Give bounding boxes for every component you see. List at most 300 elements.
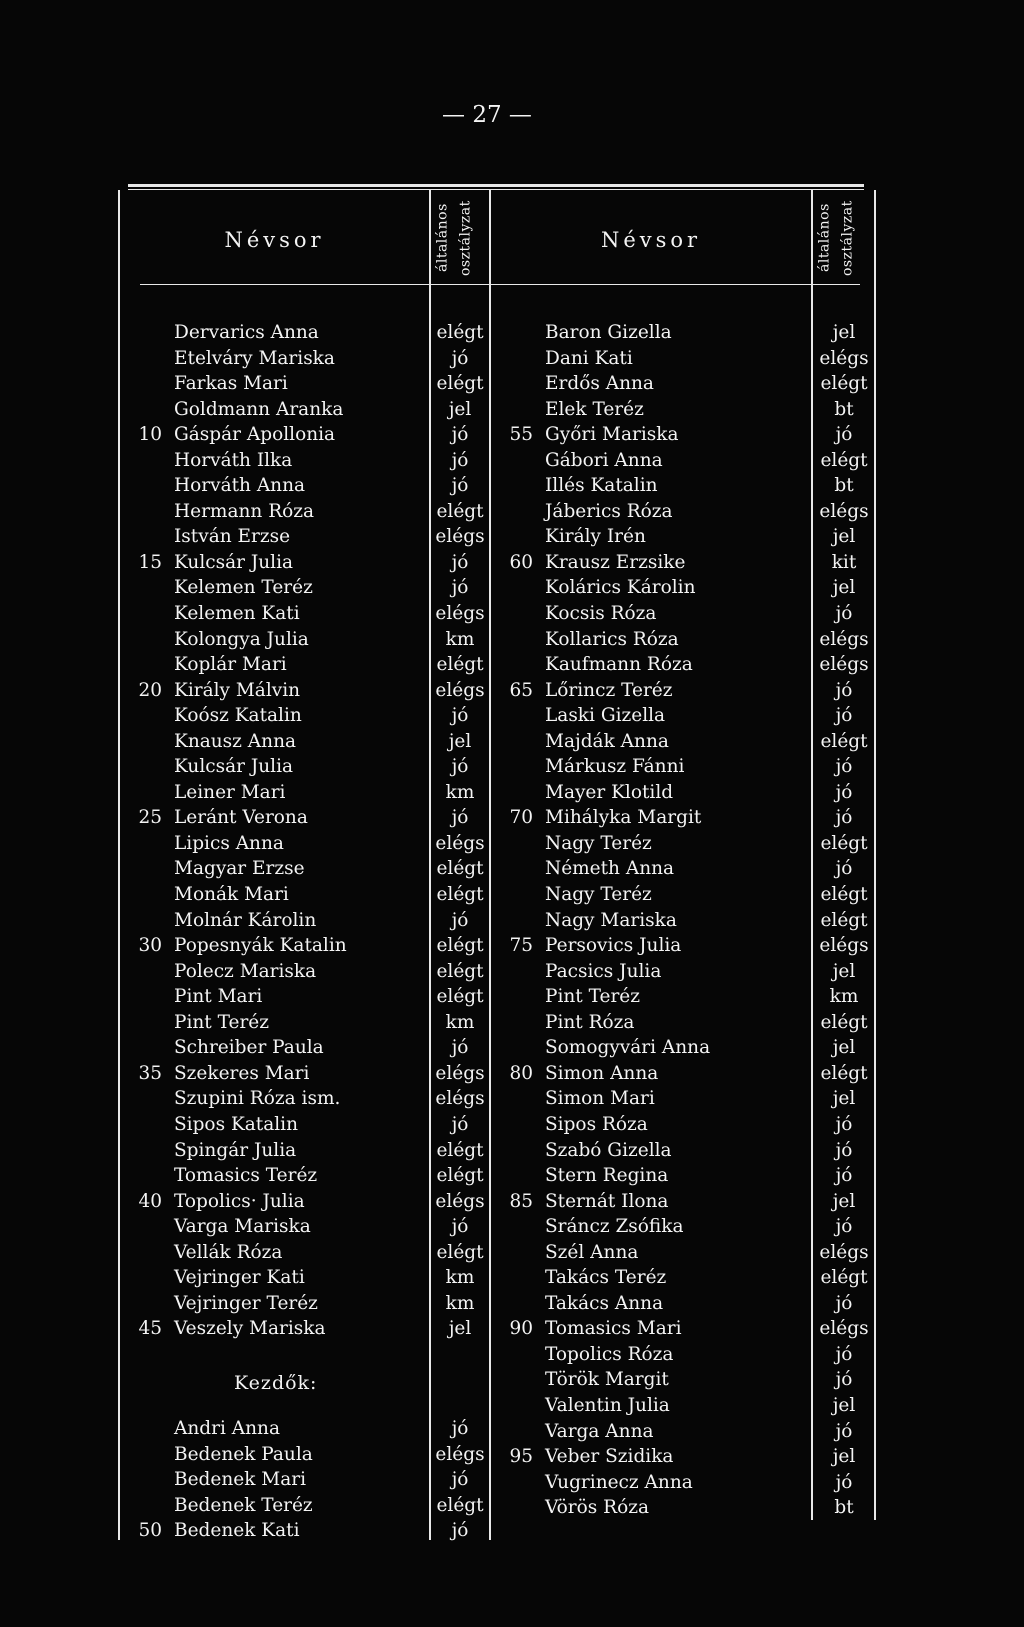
- student-name: Sráncz Zsófika: [545, 1216, 684, 1238]
- student-name: Horváth Ilka: [174, 449, 293, 471]
- student-name: Vellák Róza: [174, 1241, 283, 1263]
- table-row: [122, 550, 502, 576]
- table-row: [493, 729, 883, 755]
- student-name: Vejringer Kati: [174, 1267, 305, 1289]
- table-row: [493, 1112, 883, 1138]
- table-row: [493, 831, 883, 857]
- student-grade: kit: [831, 551, 857, 573]
- student-name: Lipics Anna: [174, 832, 284, 854]
- student-grade: elégt: [820, 730, 868, 752]
- student-grade: jó: [451, 347, 469, 369]
- student-name: Varga Anna: [545, 1420, 654, 1442]
- student-name: Magyar Erzse: [174, 858, 305, 880]
- student-name: Veber Szidika: [545, 1446, 674, 1468]
- student-name: Jáberics Róza: [545, 500, 673, 522]
- student-grade: jel: [832, 1394, 856, 1416]
- table-row: [122, 448, 502, 474]
- student-grade: jó: [835, 424, 853, 446]
- table-row: [122, 1493, 502, 1519]
- row-number: 45: [138, 1318, 162, 1340]
- student-name: Kelemen Teréz: [174, 577, 313, 599]
- table-row: [493, 499, 883, 525]
- table-row: [122, 882, 502, 908]
- student-name: Molnár Károlin: [174, 909, 317, 931]
- row-number: 25: [138, 807, 162, 829]
- student-name: Schreiber Paula: [174, 1037, 324, 1059]
- row-number: 65: [509, 679, 533, 701]
- table-row: [122, 1086, 502, 1112]
- table-row: [493, 524, 883, 550]
- student-name: Vejringer Teréz: [174, 1292, 318, 1314]
- student-grade: km: [445, 1292, 475, 1314]
- table-row: [122, 805, 502, 831]
- student-grade: jó: [835, 679, 853, 701]
- student-grade: elégt: [820, 373, 868, 395]
- student-name: Hermann Róza: [174, 500, 315, 522]
- student-grade: jel: [832, 1088, 856, 1110]
- student-grade: elégs: [435, 679, 485, 701]
- left-border: [118, 190, 120, 1540]
- student-grade: jel: [448, 1318, 472, 1340]
- table-row: [493, 678, 883, 704]
- student-grade: km: [829, 986, 859, 1008]
- student-grade: jó: [451, 1037, 469, 1059]
- table-row: [493, 575, 883, 601]
- student-grade: jó: [835, 1139, 853, 1161]
- row-number: 50: [138, 1520, 162, 1542]
- table-row: [122, 984, 502, 1010]
- student-name: Tomasics Mari: [545, 1318, 682, 1340]
- left-header-title: Névsor: [224, 228, 325, 252]
- student-name: Szabó Gizella: [545, 1139, 672, 1161]
- student-grade: elégt: [820, 449, 868, 471]
- table-row: [122, 371, 502, 397]
- student-grade: elégs: [819, 347, 869, 369]
- table-row: [122, 1189, 502, 1215]
- table-row: [493, 933, 883, 959]
- student-name: Krausz Erzsike: [545, 551, 686, 573]
- row-number: 70: [509, 807, 533, 829]
- table-top-rule: [128, 184, 864, 187]
- table-row: [493, 754, 883, 780]
- header-bottom-rule: [140, 284, 860, 285]
- table-row: [493, 1342, 883, 1368]
- student-name: Mayer Klotild: [545, 781, 674, 803]
- student-name: Elek Teréz: [545, 398, 644, 420]
- student-name: Gáspár Apollonia: [174, 424, 336, 446]
- student-name: Popesnyák Katalin: [174, 935, 347, 957]
- table-row: [122, 1214, 502, 1240]
- student-name: Sternát Ilona: [545, 1190, 669, 1212]
- student-grade: jó: [835, 1369, 853, 1391]
- table-row: [493, 1444, 883, 1470]
- student-grade: jó: [835, 1216, 853, 1238]
- student-grade: elégs: [435, 526, 485, 548]
- student-name: Andri Anna: [174, 1418, 280, 1439]
- student-name: Baron Gizella: [545, 322, 672, 343]
- student-name: Farkas Mari: [174, 373, 288, 395]
- student-name: Somogyvári Anna: [545, 1037, 711, 1059]
- student-grade: jó: [835, 756, 853, 778]
- right-list: [493, 320, 883, 1521]
- table-row: [493, 1189, 883, 1215]
- table-row: [493, 448, 883, 474]
- table-row: [122, 422, 502, 448]
- student-grade: elégt: [820, 832, 868, 854]
- student-grade: jó: [451, 577, 469, 599]
- student-grade: jel: [832, 1446, 856, 1468]
- table-row: [122, 1416, 502, 1442]
- student-name: Horváth Anna: [174, 475, 306, 497]
- student-name: Knausz Anna: [174, 730, 297, 752]
- student-grade: elégt: [436, 858, 484, 880]
- row-number: 90: [509, 1318, 533, 1340]
- student-grade: jó: [451, 1113, 469, 1135]
- table-row: [122, 1518, 502, 1544]
- student-grade: jó: [451, 1520, 469, 1542]
- student-grade: jó: [451, 1469, 469, 1491]
- table-row: [493, 627, 883, 653]
- student-name: Németh Anna: [545, 858, 675, 880]
- student-grade: elégs: [819, 654, 869, 676]
- student-name: Vugrinecz Anna: [545, 1471, 693, 1493]
- table-row: [493, 1316, 883, 1342]
- table-row: [493, 1061, 883, 1087]
- table-row: [122, 627, 502, 653]
- student-grade: elégs: [435, 603, 485, 625]
- student-name: Koplár Mari: [174, 654, 287, 676]
- student-name: Illés Katalin: [545, 475, 658, 497]
- student-name: Pint Róza: [545, 1011, 635, 1033]
- row-number: 60: [509, 551, 533, 573]
- table-row: [122, 499, 502, 525]
- student-grade: jó: [835, 1471, 853, 1493]
- student-grade: jel: [832, 1037, 856, 1059]
- beginners-heading: Kezdők:: [234, 1372, 318, 1394]
- student-grade: bt: [834, 1497, 854, 1519]
- student-name: Bedenek Kati: [174, 1520, 300, 1542]
- student-grade: jó: [451, 909, 469, 931]
- student-name: Takács Teréz: [545, 1267, 667, 1289]
- table-row: [122, 1442, 502, 1468]
- table-row: [493, 959, 883, 985]
- table-row: [122, 1138, 502, 1164]
- beginners-list: [122, 1416, 502, 1544]
- table-row: [122, 473, 502, 499]
- row-number: 15: [138, 551, 162, 573]
- right-header-col2: osztályzat: [839, 200, 856, 276]
- table-row: [493, 473, 883, 499]
- student-grade: elégt: [436, 654, 484, 676]
- row-number: 30: [138, 935, 162, 957]
- student-grade: elégt: [436, 1494, 484, 1516]
- table-row: [493, 882, 883, 908]
- student-name: Szupini Róza ism.: [174, 1088, 341, 1110]
- student-name: Majdák Anna: [545, 730, 669, 752]
- table-row: [493, 422, 883, 448]
- table-row: [122, 1291, 502, 1317]
- table-row: [122, 908, 502, 934]
- student-name: Polecz Mariska: [174, 960, 317, 982]
- student-grade: jó: [835, 1113, 853, 1135]
- student-name: Kolárics Károlin: [545, 577, 696, 599]
- student-grade: elégt: [436, 373, 484, 395]
- student-grade: jó: [451, 1418, 469, 1439]
- student-name: Laski Gizella: [545, 705, 666, 727]
- student-grade: jó: [835, 1343, 853, 1365]
- student-grade: jó: [451, 449, 469, 471]
- student-grade: elégt: [436, 1241, 484, 1263]
- table-row: [493, 1086, 883, 1112]
- row-number: 20: [138, 679, 162, 701]
- student-grade: jó: [451, 551, 469, 573]
- student-name: Spingár Julia: [174, 1139, 297, 1161]
- student-grade: km: [445, 1011, 475, 1033]
- student-name: Gábori Anna: [545, 449, 663, 471]
- right-header-col1: általános: [816, 203, 833, 273]
- student-grade: elégt: [820, 1062, 868, 1084]
- table-row: [493, 550, 883, 576]
- table-row: [493, 1265, 883, 1291]
- student-grade: elégs: [819, 1318, 869, 1340]
- table-row: [122, 678, 502, 704]
- table-row: [493, 703, 883, 729]
- student-name: Bedenek Paula: [174, 1443, 313, 1465]
- student-name: Kolongya Julia: [174, 628, 309, 650]
- table-row: [493, 601, 883, 627]
- student-grade: jel: [832, 1190, 856, 1212]
- table-row: [493, 1393, 883, 1419]
- table-row: [122, 320, 502, 346]
- student-name: Pacsics Julia: [545, 960, 662, 982]
- right-header-title: Névsor: [600, 228, 702, 252]
- table-row: [493, 1035, 883, 1061]
- table-row: [493, 1138, 883, 1164]
- student-name: Lőrincz Teréz: [545, 679, 673, 701]
- row-number: 10: [138, 424, 162, 446]
- student-name: Győri Mariska: [545, 424, 679, 446]
- student-grade: jel: [832, 577, 856, 599]
- student-name: Pint Teréz: [545, 986, 640, 1008]
- row-number: 80: [509, 1062, 533, 1084]
- student-grade: bt: [834, 475, 854, 497]
- student-name: Pint Teréz: [174, 1011, 269, 1033]
- student-name: István Erzse: [174, 526, 291, 548]
- student-grade: jó: [835, 1420, 853, 1442]
- table-row: [122, 1163, 502, 1189]
- student-name: Topolics· Julia: [174, 1190, 305, 1212]
- table-row: [493, 371, 883, 397]
- table-row: [493, 1495, 883, 1521]
- row-number: 85: [509, 1190, 533, 1212]
- table-row: [122, 856, 502, 882]
- student-grade: jó: [835, 1165, 853, 1187]
- student-grade: elégs: [819, 1241, 869, 1263]
- student-grade: jó: [451, 1216, 469, 1238]
- student-grade: elégs: [819, 935, 869, 957]
- student-grade: elégt: [436, 884, 484, 906]
- student-grade: km: [445, 781, 475, 803]
- student-grade: elégt: [436, 1165, 484, 1187]
- student-grade: jel: [832, 322, 856, 343]
- student-grade: jó: [835, 858, 853, 880]
- row-number: 35: [138, 1062, 162, 1084]
- left-list: [122, 320, 502, 1342]
- student-name: Dervarics Anna: [174, 322, 319, 343]
- row-number: 40: [138, 1190, 162, 1212]
- student-grade: elégt: [820, 884, 868, 906]
- table-row: [493, 1240, 883, 1266]
- student-name: Bedenek Mari: [174, 1469, 307, 1491]
- student-name: Király Málvin: [174, 679, 301, 701]
- page-number: — 27 —: [442, 102, 532, 128]
- student-name: Veszely Mariska: [174, 1318, 326, 1340]
- student-name: Koósz Katalin: [174, 705, 302, 727]
- student-grade: jó: [451, 424, 469, 446]
- student-grade: elégt: [820, 1011, 868, 1033]
- table-row: [122, 397, 502, 423]
- student-name: Király Irén: [545, 526, 646, 548]
- student-name: Nagy Teréz: [545, 884, 652, 906]
- student-name: Nagy Mariska: [545, 909, 677, 931]
- table-row: [122, 652, 502, 678]
- student-grade: elégt: [820, 1267, 868, 1289]
- table-row: [122, 1265, 502, 1291]
- table-row: [493, 780, 883, 806]
- student-name: Vörös Róza: [545, 1497, 649, 1519]
- student-name: Szekeres Mari: [174, 1062, 310, 1084]
- left-header-col1: általános: [434, 203, 451, 273]
- student-grade: elégt: [436, 322, 484, 343]
- table-row: [493, 397, 883, 423]
- student-name: Valentin Julia: [545, 1394, 670, 1416]
- table-row: [122, 1112, 502, 1138]
- table-row: [493, 1470, 883, 1496]
- table-row: [493, 346, 883, 372]
- table-row: [122, 1316, 502, 1342]
- table-row: [493, 805, 883, 831]
- student-grade: jó: [451, 807, 469, 829]
- table-row: [493, 856, 883, 882]
- table-row: [493, 1010, 883, 1036]
- student-name: Kollarics Róza: [545, 628, 679, 650]
- student-name: Pint Mari: [174, 986, 263, 1008]
- table-row: [122, 524, 502, 550]
- student-grade: jó: [451, 756, 469, 778]
- student-name: Márkusz Fánni: [545, 756, 685, 778]
- student-grade: jó: [451, 705, 469, 727]
- table-row: [493, 652, 883, 678]
- table-row: [122, 1240, 502, 1266]
- student-grade: elégt: [436, 1139, 484, 1161]
- student-name: Szél Anna: [545, 1241, 639, 1263]
- student-grade: jó: [835, 705, 853, 727]
- student-name: Persovics Julia: [545, 935, 682, 957]
- table-row: [122, 959, 502, 985]
- row-number: 95: [509, 1446, 533, 1468]
- table-row: [493, 320, 883, 346]
- left-header-col2: osztályzat: [457, 200, 474, 276]
- student-grade: elégs: [819, 500, 869, 522]
- table-row: [493, 1163, 883, 1189]
- student-grade: jel: [832, 960, 856, 982]
- table-row: [122, 831, 502, 857]
- table-row: [122, 933, 502, 959]
- student-grade: jó: [835, 807, 853, 829]
- row-number: 75: [509, 935, 533, 957]
- student-name: Kelemen Kati: [174, 603, 300, 625]
- table-row: [122, 346, 502, 372]
- student-grade: jó: [835, 781, 853, 803]
- student-grade: km: [445, 628, 475, 650]
- table-row: [122, 703, 502, 729]
- student-name: Tomasics Teréz: [174, 1165, 318, 1187]
- student-grade: jel: [448, 398, 472, 420]
- table-row: [493, 984, 883, 1010]
- student-name: Goldmann Aranka: [174, 398, 344, 420]
- student-grade: km: [445, 1267, 475, 1289]
- table-row: [122, 1467, 502, 1493]
- student-grade: elégs: [435, 1088, 485, 1110]
- student-grade: elégs: [435, 832, 485, 854]
- student-name: Simon Anna: [545, 1062, 659, 1084]
- table-row: [122, 754, 502, 780]
- table-row: [122, 1035, 502, 1061]
- student-name: Takács Anna: [545, 1292, 664, 1314]
- table-row: [493, 1291, 883, 1317]
- student-name: Etelváry Mariska: [174, 347, 335, 369]
- table-row: [122, 1010, 502, 1036]
- student-name: Topolics Róza: [545, 1343, 674, 1365]
- table-row: [122, 729, 502, 755]
- table-row: [493, 908, 883, 934]
- table-row: [122, 601, 502, 627]
- student-name: Kulcsár Julia: [174, 756, 294, 778]
- row-number: 55: [509, 424, 533, 446]
- student-grade: elégs: [435, 1443, 485, 1465]
- student-name: Leránt Verona: [174, 807, 308, 829]
- student-grade: elégt: [436, 935, 484, 957]
- student-grade: jó: [835, 603, 853, 625]
- student-name: Varga Mariska: [174, 1216, 311, 1238]
- student-name: Monák Mari: [174, 884, 289, 906]
- student-grade: jel: [832, 526, 856, 548]
- student-grade: elégs: [435, 1190, 485, 1212]
- student-grade: elégs: [435, 1062, 485, 1084]
- student-grade: elégt: [820, 909, 868, 931]
- table-top-rule-thin: [128, 189, 864, 190]
- student-grade: elégt: [436, 986, 484, 1008]
- student-grade: jó: [835, 1292, 853, 1314]
- student-name: Bedenek Teréz: [174, 1494, 313, 1516]
- student-grade: elégs: [819, 628, 869, 650]
- student-grade: jel: [448, 730, 472, 752]
- student-name: Erdős Anna: [545, 373, 654, 395]
- student-grade: elégt: [436, 500, 484, 522]
- table-row: [122, 780, 502, 806]
- student-name: Nagy Teréz: [545, 832, 652, 854]
- student-name: Sipos Katalin: [174, 1113, 299, 1135]
- student-grade: bt: [834, 398, 854, 420]
- student-grade: jó: [451, 475, 469, 497]
- student-name: Kulcsár Julia: [174, 551, 294, 573]
- student-name: Dani Kati: [545, 347, 633, 369]
- student-name: Sipos Róza: [545, 1113, 648, 1135]
- student-grade: elégt: [436, 960, 484, 982]
- table-row: [493, 1214, 883, 1240]
- student-name: Kaufmann Róza: [545, 654, 693, 676]
- table-row: [493, 1419, 883, 1445]
